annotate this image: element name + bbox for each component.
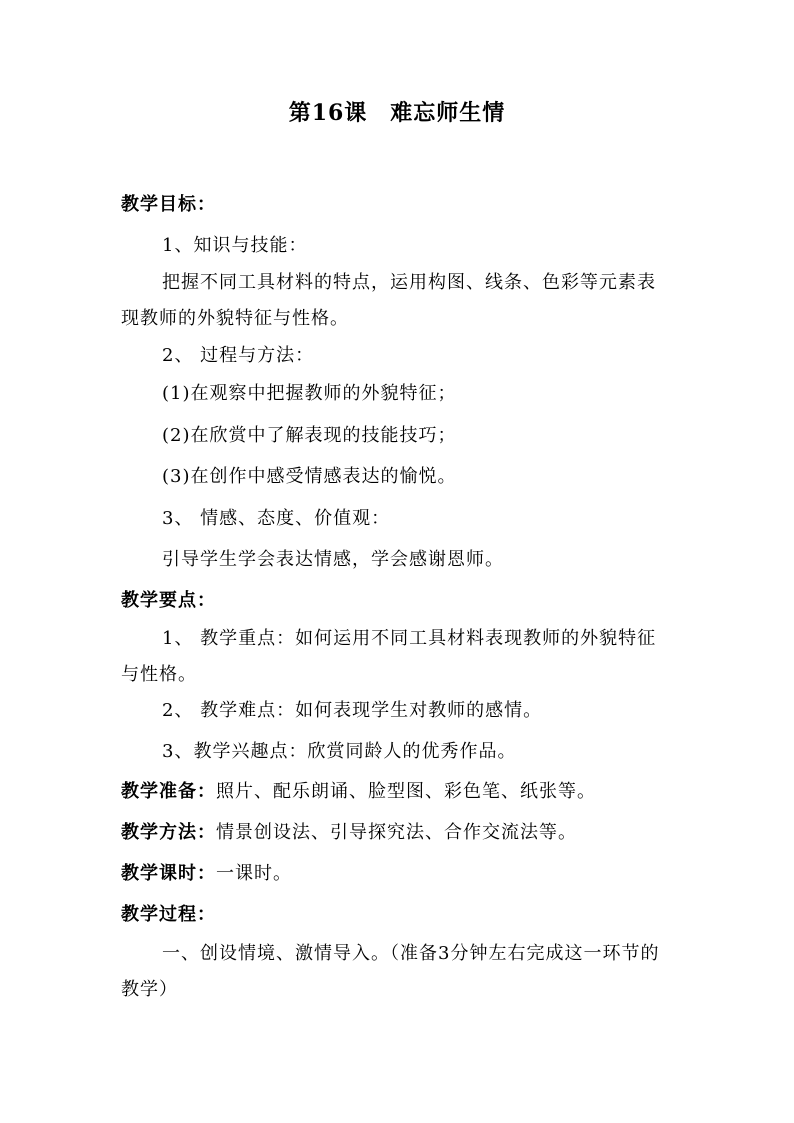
key-points-heading: 教学要点： <box>121 590 216 611</box>
key-point-1: 1、 教学重点：如何运用不同工具材料表现教师的外貌特征与性格。 <box>121 628 657 685</box>
hours-line <box>121 859 292 885</box>
preparation-line <box>121 777 596 803</box>
objective-2-point-3: (3)在创作中感受情感表达的愉悦。 <box>162 466 457 487</box>
methods-label: 教学方法： <box>121 822 216 843</box>
preparation-label: 教学准备： <box>121 781 216 802</box>
objective-2-title: 2、 过程与方法： <box>162 345 315 366</box>
process-heading: 教学过程： <box>121 904 216 925</box>
objective-3-text: 引导学生学会表达情感，学会感谢恩师。 <box>162 549 504 570</box>
page-title: 第16课 难忘师生情 <box>288 100 506 126</box>
objectives-heading: 教学目标： <box>121 194 216 215</box>
process-step-1: 一、创设情境、激情导入。（准备3分钟左右完成这一环节的教学） <box>121 943 660 1000</box>
hours-text: 一课时。 <box>216 863 292 884</box>
objective-2-point-2: (2)在欣赏中了解表现的技能技巧； <box>162 425 457 446</box>
objective-2-point-1: (1)在观察中把握教师的外貌特征； <box>162 383 457 404</box>
key-point-3: 3、教学兴趣点：欣赏同龄人的优秀作品。 <box>162 741 517 762</box>
objective-1-title: 1、知识与技能： <box>162 235 308 256</box>
objective-3-title: 3、 情感、态度、价值观： <box>162 508 391 529</box>
preparation-text: 照片、配乐朗诵、脸型图、彩色笔、纸张等。 <box>216 781 596 802</box>
key-point-2: 2、 教学难点：如何表现学生对教师的感情。 <box>162 700 543 721</box>
methods-line <box>121 818 577 844</box>
objective-1-text: 把握不同工具材料的特点，运用构图、线条、色彩等元素表现教师的外貌特征与性格。 <box>121 272 656 329</box>
hours-label: 教学课时： <box>121 863 216 884</box>
methods-text: 情景创设法、引导探究法、合作交流法等。 <box>216 822 577 843</box>
